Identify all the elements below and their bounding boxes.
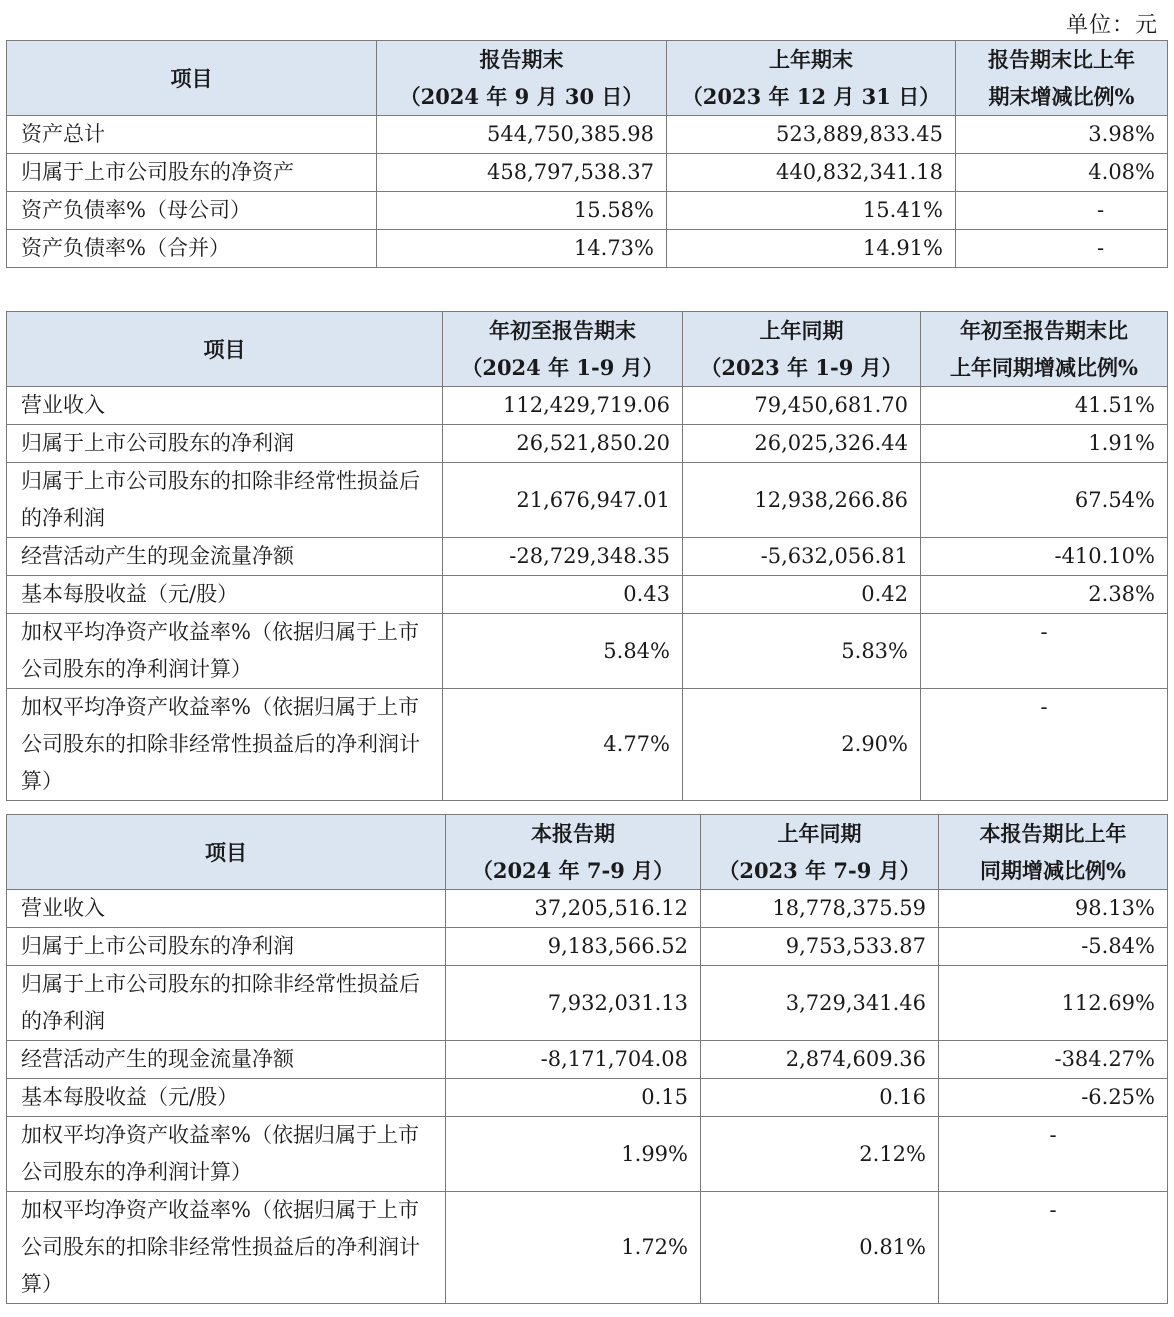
cell-value: - <box>939 1117 1168 1192</box>
cell-value: 79,450,681.70 <box>683 387 921 425</box>
table-header-row <box>7 312 1168 387</box>
table-row <box>7 1041 1168 1079</box>
cell-value: 12,938,266.86 <box>683 463 921 538</box>
cell-value: 14.73% <box>377 230 667 268</box>
row-label: 归属于上市公司股东的净利润 <box>7 425 443 463</box>
row-label: 归属于上市公司股东的扣除非经常性损益后的净利润 <box>7 463 443 538</box>
header-cell-item: 项目 <box>7 312 443 387</box>
table-row <box>7 538 1168 576</box>
cell-value: 0.43 <box>443 576 683 614</box>
cell-value: -8,171,704.08 <box>446 1041 701 1079</box>
table-row <box>7 576 1168 614</box>
cell-value: 2,874,609.36 <box>701 1041 939 1079</box>
table-row <box>7 116 1168 154</box>
table-row <box>7 463 1168 538</box>
row-label: 归属于上市公司股东的扣除非经常性损益后的净利润 <box>7 966 446 1041</box>
cell-value: 4.08% <box>956 154 1168 192</box>
cell-value: 5.83% <box>683 614 921 689</box>
cell-value: 9,753,533.87 <box>701 928 939 966</box>
header-cell-prior-period: 上年同期 （2023 年 7-9 月） <box>701 815 939 890</box>
cell-value: 26,025,326.44 <box>683 425 921 463</box>
header-cell-prior-period: 上年同期 （2023 年 1-9 月） <box>683 312 921 387</box>
row-label: 基本每股收益（元/股） <box>7 576 443 614</box>
cell-value: 41.51% <box>921 387 1168 425</box>
cell-value: - <box>956 192 1168 230</box>
table-row <box>7 614 1168 689</box>
table-row <box>7 387 1168 425</box>
cell-value: 0.42 <box>683 576 921 614</box>
table-header-row <box>7 815 1168 890</box>
table-row <box>7 1079 1168 1117</box>
header-cell-item: 项目 <box>7 815 446 890</box>
cell-value: 14.91% <box>667 230 956 268</box>
row-label: 资产总计 <box>7 116 377 154</box>
table-row <box>7 1192 1168 1304</box>
cell-value: 18,778,375.59 <box>701 890 939 928</box>
table-row <box>7 1117 1168 1192</box>
table-row <box>7 154 1168 192</box>
quarter-income-table <box>6 814 1168 1304</box>
cell-value: - <box>956 230 1168 268</box>
cell-value: 67.54% <box>921 463 1168 538</box>
cell-value: 37,205,516.12 <box>446 890 701 928</box>
cell-value: 3.98% <box>956 116 1168 154</box>
cell-value: 112,429,719.06 <box>443 387 683 425</box>
unit-label: 单位：元 <box>1065 13 1158 38</box>
header-cell-item: 项目 <box>7 41 377 116</box>
table-row <box>7 192 1168 230</box>
cell-value: -384.27% <box>939 1041 1168 1079</box>
row-label: 加权平均净资产收益率%（依据归属于上市公司股东的扣除非经常性损益后的净利润计算） <box>7 689 443 801</box>
header-cell-last-year-end: 上年期末 （2023 年 12 月 31 日） <box>667 41 956 116</box>
cell-value: -28,729,348.35 <box>443 538 683 576</box>
balance-table <box>6 40 1168 268</box>
cell-value: 0.16 <box>701 1079 939 1117</box>
table-row <box>7 928 1168 966</box>
table-row <box>7 425 1168 463</box>
header-cell-current-period: 本报告期 （2024 年 7-9 月） <box>446 815 701 890</box>
cell-value: -5,632,056.81 <box>683 538 921 576</box>
cell-value: 21,676,947.01 <box>443 463 683 538</box>
table-row <box>7 890 1168 928</box>
cell-value: - <box>921 614 1168 689</box>
cell-value: -5.84% <box>939 928 1168 966</box>
row-label: 经营活动产生的现金流量净额 <box>7 1041 446 1079</box>
cell-value: 458,797,538.37 <box>377 154 667 192</box>
row-label: 加权平均净资产收益率%（依据归属于上市公司股东的净利润计算） <box>7 1117 446 1192</box>
row-label: 加权平均净资产收益率%（依据归属于上市公司股东的扣除非经常性损益后的净利润计算） <box>7 1192 446 1304</box>
header-cell-change-pct: 报告期末比上年 期末增减比例% <box>956 41 1168 116</box>
header-cell-change-pct: 本报告期比上年 同期增减比例% <box>939 815 1168 890</box>
row-label: 归属于上市公司股东的净利润 <box>7 928 446 966</box>
header-cell-change-pct: 年初至报告期末比 上年同期增减比例% <box>921 312 1168 387</box>
cell-value: 7,932,031.13 <box>446 966 701 1041</box>
cell-value: - <box>921 689 1168 801</box>
table-row <box>7 689 1168 801</box>
cell-value: 4.77% <box>443 689 683 801</box>
cell-value: 544,750,385.98 <box>377 116 667 154</box>
cell-value: 26,521,850.20 <box>443 425 683 463</box>
cell-value: 2.12% <box>701 1117 939 1192</box>
cell-value: 0.81% <box>701 1192 939 1304</box>
row-label: 加权平均净资产收益率%（依据归属于上市公司股东的净利润计算） <box>7 614 443 689</box>
table-header-row <box>7 41 1168 116</box>
cell-value: -6.25% <box>939 1079 1168 1117</box>
row-label: 资产负债率%（合并） <box>7 230 377 268</box>
cell-value: 15.41% <box>667 192 956 230</box>
table-row <box>7 230 1168 268</box>
cell-value: 2.90% <box>683 689 921 801</box>
table-row <box>7 966 1168 1041</box>
cell-value: 1.72% <box>446 1192 701 1304</box>
header-cell-ytd: 年初至报告期末 （2024 年 1-9 月） <box>443 312 683 387</box>
cell-value: 2.38% <box>921 576 1168 614</box>
cell-value: 0.15 <box>446 1079 701 1117</box>
ytd-income-table <box>6 311 1168 801</box>
row-label: 营业收入 <box>7 890 446 928</box>
cell-value: 3,729,341.46 <box>701 966 939 1041</box>
cell-value: 1.91% <box>921 425 1168 463</box>
cell-value: - <box>939 1192 1168 1304</box>
row-label: 营业收入 <box>7 387 443 425</box>
cell-value: 1.99% <box>446 1117 701 1192</box>
row-label: 归属于上市公司股东的净资产 <box>7 154 377 192</box>
row-label: 资产负债率%（母公司） <box>7 192 377 230</box>
cell-value: 440,832,341.18 <box>667 154 956 192</box>
row-label: 基本每股收益（元/股） <box>7 1079 446 1117</box>
cell-value: 5.84% <box>443 614 683 689</box>
cell-value: 98.13% <box>939 890 1168 928</box>
header-cell-period-end: 报告期末 （2024 年 9 月 30 日） <box>377 41 667 116</box>
cell-value: 9,183,566.52 <box>446 928 701 966</box>
cell-value: 112.69% <box>939 966 1168 1041</box>
cell-value: 15.58% <box>377 192 667 230</box>
cell-value: -410.10% <box>921 538 1168 576</box>
cell-value: 523,889,833.45 <box>667 116 956 154</box>
row-label: 经营活动产生的现金流量净额 <box>7 538 443 576</box>
